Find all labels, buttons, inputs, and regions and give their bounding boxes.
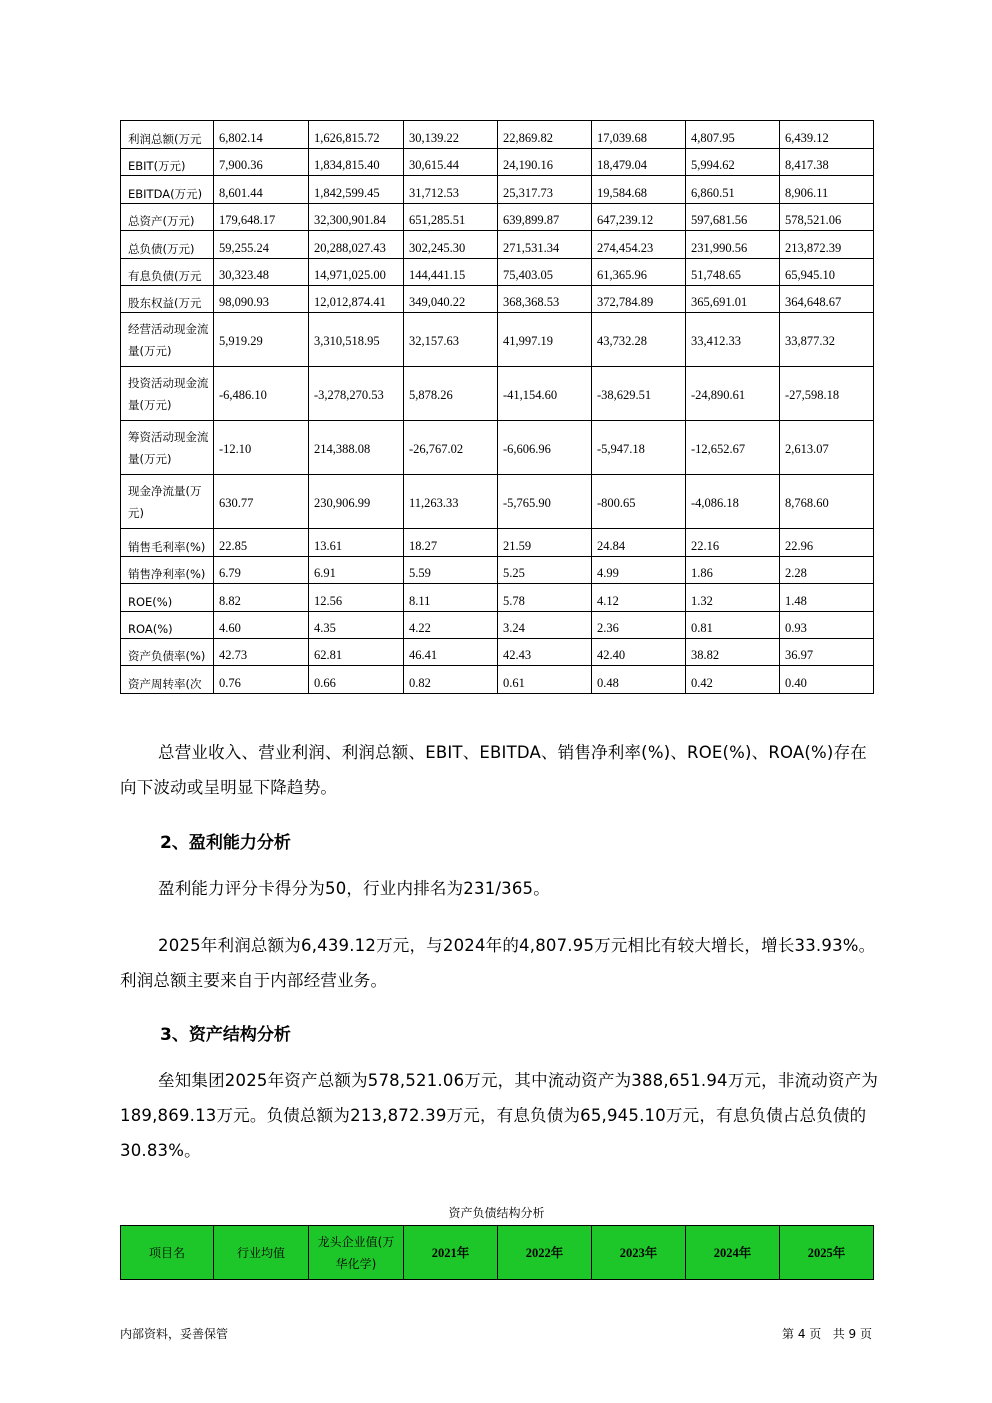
- table-cell: 21.59: [498, 529, 592, 556]
- table-cell: 18,479.04: [592, 149, 686, 176]
- table-cell: 372,784.89: [592, 285, 686, 312]
- table-cell: 0.93: [780, 611, 874, 638]
- row-label: 利润总额(万元: [121, 121, 214, 149]
- table-cell: 42.40: [592, 638, 686, 665]
- table-cell: 8.82: [214, 584, 309, 611]
- table-cell: 1,626,815.72: [309, 121, 404, 149]
- table-cell: 32,300,901.84: [309, 203, 404, 230]
- table-row: [121, 529, 874, 556]
- table-cell: 1,842,599.45: [309, 176, 404, 203]
- table-cell: 33,877.32: [780, 313, 874, 367]
- table-row: [121, 313, 874, 367]
- footer-confidential: 内部资料，妥善保管: [120, 1327, 229, 1341]
- table-cell: 274,454.23: [592, 231, 686, 258]
- table-cell: 630.77: [214, 475, 309, 529]
- table-row: [121, 176, 874, 203]
- table-cell: 22,869.82: [498, 121, 592, 149]
- section-heading-asset-structure: 3、资产结构分析: [160, 1025, 291, 1045]
- table-cell: 75,403.05: [498, 258, 592, 285]
- table-cell: -41,154.60: [498, 367, 592, 421]
- table-cell: 11,263.33: [404, 475, 498, 529]
- table-cell: 65,945.10: [780, 258, 874, 285]
- table-cell: 214,388.08: [309, 421, 404, 475]
- table-cell: 24.84: [592, 529, 686, 556]
- table-cell: 6,802.14: [214, 121, 309, 149]
- table-cell: 25,317.73: [498, 176, 592, 203]
- header-leader-value: 龙头企业值(万华化学): [309, 1226, 404, 1280]
- table-row: [121, 421, 874, 475]
- table-row: [121, 203, 874, 230]
- table-cell: 144,441.15: [404, 258, 498, 285]
- footer-page-number: 第 4 页 共 9 页: [782, 1327, 872, 1341]
- row-label: 筹资活动现金流量(万元): [121, 421, 214, 475]
- table-cell: 62.81: [309, 638, 404, 665]
- header-item-name: 项目名: [121, 1226, 214, 1280]
- table-cell: 4.99: [592, 556, 686, 583]
- table-cell: 5.59: [404, 556, 498, 583]
- table-cell: 24,190.16: [498, 149, 592, 176]
- table-cell: 43,732.28: [592, 313, 686, 367]
- table-cell: 19,584.68: [592, 176, 686, 203]
- table-cell: -3,278,270.53: [309, 367, 404, 421]
- table-cell: 4.12: [592, 584, 686, 611]
- header-year-2025: 2025年: [780, 1226, 874, 1280]
- row-label: 现金净流量(万元): [121, 475, 214, 529]
- row-label: 经营活动现金流量(万元): [121, 313, 214, 367]
- table-row: [121, 121, 874, 149]
- table-cell: 0.61: [498, 666, 592, 693]
- table-cell: 3,310,518.95: [309, 313, 404, 367]
- header-year-2024: 2024年: [686, 1226, 780, 1280]
- table-cell: 5.78: [498, 584, 592, 611]
- row-label: ROA(%): [121, 611, 214, 638]
- table-row: [121, 231, 874, 258]
- table-cell: -5,947.18: [592, 421, 686, 475]
- table-cell: 7,900.36: [214, 149, 309, 176]
- table-cell: 22.16: [686, 529, 780, 556]
- table-cell: -26,767.02: [404, 421, 498, 475]
- table-cell: 30,139.22: [404, 121, 498, 149]
- table-row: [121, 285, 874, 312]
- profitability-score-text: 盈利能力评分卡得分为50，行业内排名为231/365。: [158, 879, 550, 898]
- table-cell: 41,997.19: [498, 313, 592, 367]
- table-cell: 639,899.87: [498, 203, 592, 230]
- table-cell: 365,691.01: [686, 285, 780, 312]
- trend-summary: 总营业收入、营业利润、利润总额、EBIT、EBITDA、销售净利率(%)、ROE(%)、ROA(%)存在向下波动或呈明显下降趋势。: [120, 743, 867, 797]
- table-cell: 230,906.99: [309, 475, 404, 529]
- row-label: 总资产(万元): [121, 203, 214, 230]
- table-cell: 61,365.96: [592, 258, 686, 285]
- table-row: [121, 149, 874, 176]
- structure-table-caption: 资产负债结构分析: [448, 1206, 545, 1220]
- table-cell: -5,765.90: [498, 475, 592, 529]
- row-label: 总负债(万元): [121, 231, 214, 258]
- table-cell: -24,890.61: [686, 367, 780, 421]
- row-label: 销售毛利率(%): [121, 529, 214, 556]
- table-cell: 578,521.06: [780, 203, 874, 230]
- table-cell: 271,531.34: [498, 231, 592, 258]
- table-cell: 31,712.53: [404, 176, 498, 203]
- asset-structure-text: 垒知集团2025年资产总额为578,521.06万元，其中流动资产为388,651.94万元，非流动资产为189,869.13万元。负债总额为213,872.39万元，有息负债为65,945.10万元，有息负债占总负债的30.83%。: [120, 1071, 879, 1160]
- table-cell: 8,768.60: [780, 475, 874, 529]
- table-cell: 13.61: [309, 529, 404, 556]
- table-cell: 6.91: [309, 556, 404, 583]
- row-label: ROE(%): [121, 584, 214, 611]
- header-industry-average: 行业均值: [214, 1226, 309, 1280]
- table-cell: 8,601.44: [214, 176, 309, 203]
- table-row: [121, 666, 874, 693]
- table-cell: 30,323.48: [214, 258, 309, 285]
- table-cell: 18.27: [404, 529, 498, 556]
- header-year-2023: 2023年: [592, 1226, 686, 1280]
- table-cell: 5.25: [498, 556, 592, 583]
- table-cell: 33,412.33: [686, 313, 780, 367]
- table-cell: 0.82: [404, 666, 498, 693]
- asset-liability-structure-table: [120, 1225, 874, 1280]
- table-cell: 17,039.68: [592, 121, 686, 149]
- table-cell: 38.82: [686, 638, 780, 665]
- table-cell: 8,906.11: [780, 176, 874, 203]
- table-cell: 231,990.56: [686, 231, 780, 258]
- table-cell: 302,245.30: [404, 231, 498, 258]
- header-year-2022: 2022年: [498, 1226, 592, 1280]
- table-row: [121, 258, 874, 285]
- table-cell: 213,872.39: [780, 231, 874, 258]
- profit-growth-text: 2025年利润总额为6,439.12万元，与2024年的4,807.95万元相比有较大增长，增长33.93%。利润总额主要来自于内部经营业务。: [120, 936, 876, 990]
- table-cell: 4.35: [309, 611, 404, 638]
- section-heading-profitability: 2、盈利能力分析: [160, 833, 291, 853]
- table-cell: 8.11: [404, 584, 498, 611]
- table-cell: 2.36: [592, 611, 686, 638]
- row-label: 股东权益(万元: [121, 285, 214, 312]
- table-cell: -27,598.18: [780, 367, 874, 421]
- table-cell: 1.32: [686, 584, 780, 611]
- table-cell: 4.22: [404, 611, 498, 638]
- table-cell: 51,748.65: [686, 258, 780, 285]
- table-cell: 6,860.51: [686, 176, 780, 203]
- table-cell: 2.28: [780, 556, 874, 583]
- table-cell: 0.48: [592, 666, 686, 693]
- table-cell: 1.86: [686, 556, 780, 583]
- table-cell: 42.43: [498, 638, 592, 665]
- financial-indicator-table: [120, 120, 874, 694]
- row-label: 有息负债(万元: [121, 258, 214, 285]
- table-row: [121, 638, 874, 665]
- table-cell: 179,648.17: [214, 203, 309, 230]
- table-cell: 0.42: [686, 666, 780, 693]
- table-cell: 597,681.56: [686, 203, 780, 230]
- table-cell: 651,285.51: [404, 203, 498, 230]
- table-cell: 36.97: [780, 638, 874, 665]
- table-row: [121, 611, 874, 638]
- table-cell: 46.41: [404, 638, 498, 665]
- row-label: 资产周转率(次: [121, 666, 214, 693]
- table-row: [121, 556, 874, 583]
- row-label: 销售净利率(%): [121, 556, 214, 583]
- table-cell: 6.79: [214, 556, 309, 583]
- table-cell: 5,919.29: [214, 313, 309, 367]
- header-year-2021: 2021年: [404, 1226, 498, 1280]
- table-cell: -800.65: [592, 475, 686, 529]
- table-cell: 5,994.62: [686, 149, 780, 176]
- table-cell: 364,648.67: [780, 285, 874, 312]
- table-cell: 32,157.63: [404, 313, 498, 367]
- table-cell: -12,652.67: [686, 421, 780, 475]
- table-cell: 647,239.12: [592, 203, 686, 230]
- row-label: 投资活动现金流量(万元): [121, 367, 214, 421]
- table-cell: -38,629.51: [592, 367, 686, 421]
- table-cell: 0.66: [309, 666, 404, 693]
- table-cell: 5,878.26: [404, 367, 498, 421]
- table-cell: 22.96: [780, 529, 874, 556]
- table-cell: 22.85: [214, 529, 309, 556]
- table-cell: -12.10: [214, 421, 309, 475]
- table-cell: 98,090.93: [214, 285, 309, 312]
- table-cell: 20,288,027.43: [309, 231, 404, 258]
- table-cell: 4.60: [214, 611, 309, 638]
- table-cell: 1.48: [780, 584, 874, 611]
- row-label: EBITDA(万元): [121, 176, 214, 203]
- table-cell: 0.81: [686, 611, 780, 638]
- table-cell: 8,417.38: [780, 149, 874, 176]
- table-cell: -4,086.18: [686, 475, 780, 529]
- structure-table-header-row: [121, 1226, 874, 1280]
- table-cell: 42.73: [214, 638, 309, 665]
- table-row: [121, 584, 874, 611]
- table-cell: 349,040.22: [404, 285, 498, 312]
- table-cell: 0.76: [214, 666, 309, 693]
- table-cell: 12,012,874.41: [309, 285, 404, 312]
- table-cell: 12.56: [309, 584, 404, 611]
- row-label: 资产负债率(%): [121, 638, 214, 665]
- table-cell: 1,834,815.40: [309, 149, 404, 176]
- table-cell: 368,368.53: [498, 285, 592, 312]
- table-cell: -6,486.10: [214, 367, 309, 421]
- table-row: [121, 475, 874, 529]
- table-cell: 6,439.12: [780, 121, 874, 149]
- table-row: [121, 367, 874, 421]
- table-cell: 3.24: [498, 611, 592, 638]
- table-cell: 4,807.95: [686, 121, 780, 149]
- table-cell: 59,255.24: [214, 231, 309, 258]
- row-label: EBIT(万元): [121, 149, 214, 176]
- table-cell: 0.40: [780, 666, 874, 693]
- table-cell: -6,606.96: [498, 421, 592, 475]
- table-cell: 30,615.44: [404, 149, 498, 176]
- table-cell: 2,613.07: [780, 421, 874, 475]
- table-cell: 14,971,025.00: [309, 258, 404, 285]
